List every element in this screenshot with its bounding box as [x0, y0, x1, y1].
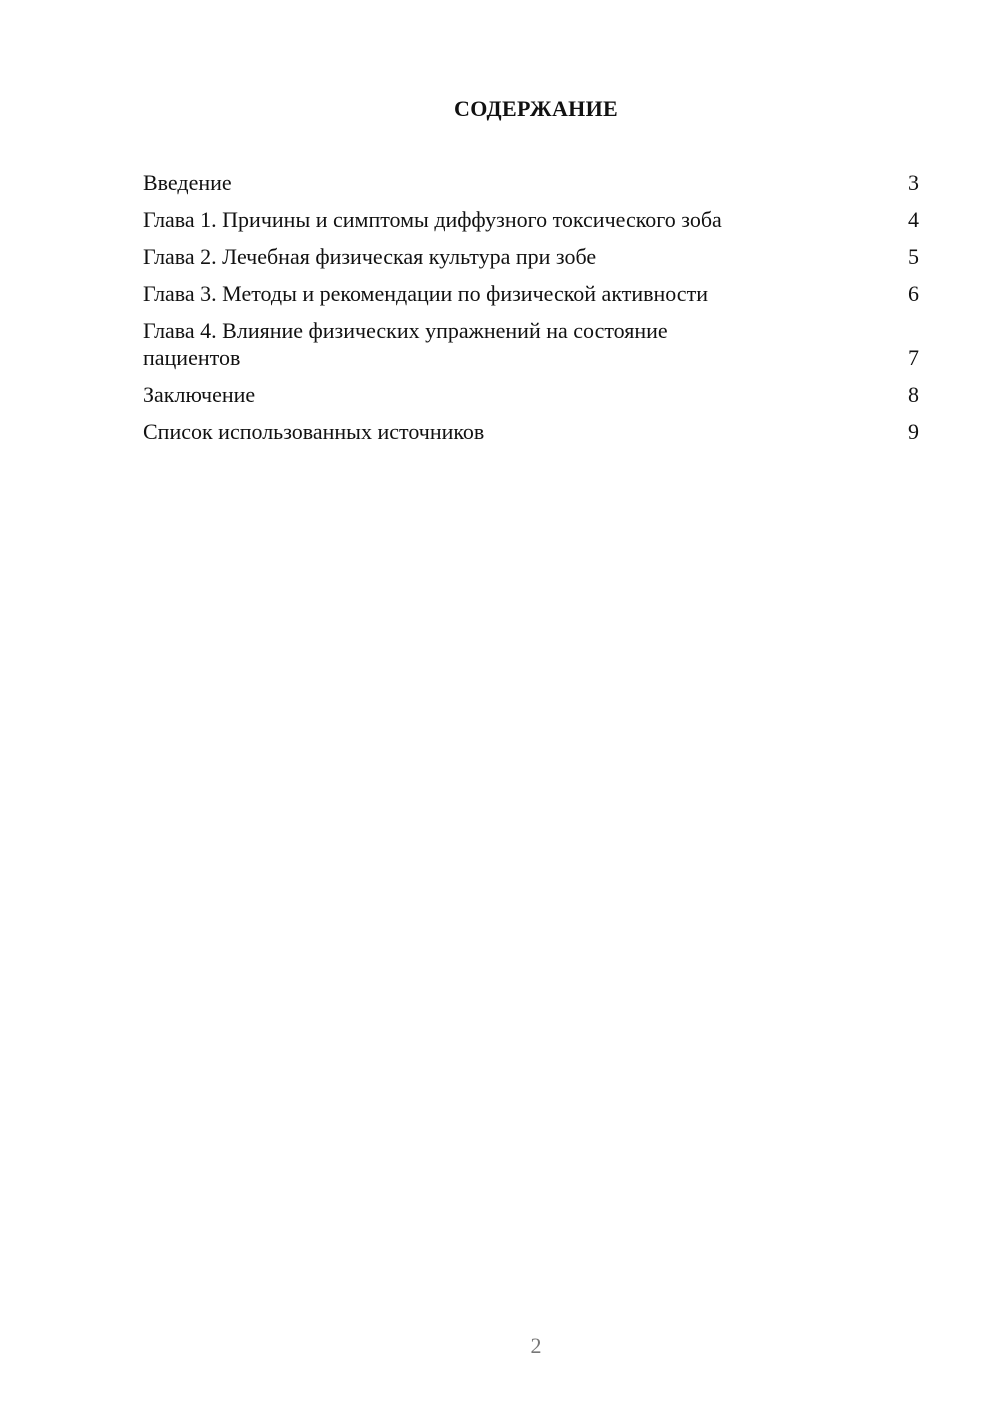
toc-entry-label: Глава 4. Влияние физических упражнений на состояние пациентов: [143, 318, 668, 370]
toc-entry-page: 7: [908, 345, 919, 370]
toc-entry-chapter-4: [143, 317, 919, 371]
toc-entry-label: Список использованных источников: [143, 419, 485, 444]
toc-entry-page: 8: [908, 382, 919, 407]
page-title: СОДЕРЖАНИЕ: [454, 96, 618, 121]
toc-entry-introduction: [143, 169, 919, 196]
toc-entry-label: Глава 2. Лечебная физическая культура при зобе: [143, 244, 597, 269]
toc-entry-chapter-2: [143, 243, 919, 270]
toc-entry-page: 4: [908, 207, 919, 232]
toc-entry-label: Глава 3. Методы и рекомендации по физической активности: [143, 281, 708, 306]
toc-entry-references: [143, 418, 919, 445]
toc-entry-page: 6: [908, 281, 919, 306]
toc-entry-page: 3: [908, 170, 919, 195]
page-number: 2: [530, 1333, 542, 1358]
toc-entry-page: 9: [908, 419, 919, 444]
toc-entry-label: Заключение: [143, 382, 256, 407]
toc-entry-chapter-1: [143, 206, 919, 233]
toc-entry-label: Глава 1. Причины и симптомы диффузного токсического зоба: [143, 207, 722, 232]
toc-entry-label: Введение: [143, 170, 232, 195]
toc-entry-page: 5: [908, 244, 919, 269]
toc-entry-conclusion: [143, 381, 919, 408]
table-of-contents: [143, 169, 919, 455]
toc-entry-chapter-3: [143, 280, 919, 307]
